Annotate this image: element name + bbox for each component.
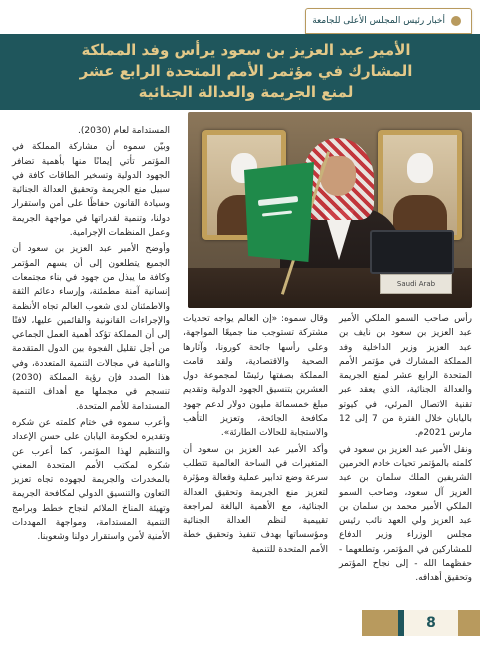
paragraph: المستدامة لعام (2030). (78, 126, 170, 136)
paragraph: وأوضح الأمير عبد العزيز بن سعود أن الجميع يتطلعون إلى أن يسهم المؤتمر وكافة ما يبذل من جهود في بناء مجتمعات إنسانية آمنة مطمئنة، وإرساء دعائم الثقة والاطمئنان لدى شعوب العالم تجاه الأنظمة والإجراءات القانونية والقائمين عليها، لافتًا إلى أن المملكة تؤكد أهمية العمل الجماعي من أجل تقليل الفجوة بين الدول المتقدمة والنامية في مجالات التنمية المتعددة، وفي هذا الصدد فإن رؤية المملكة (2030) تنسجم في مجملها مع أهداف التنمية المستدامة للأمم المتحدة. (12, 244, 170, 412)
article-photo (188, 112, 472, 308)
paragraph: وبيّن سموه أن مشاركة المملكة في المؤتمر تأتي إيمانًا منها بأهمية تضافر الجهود الدولية وتسخير الطاقات كافة في سبيل منع الجريمة وتحقيق العدالة الجنائية وسيادة القانون حفاظًا على أمن واستقرار دولنا، وتنمية لقدراتها في مواجهة الجريمة وعمل المنظمات الإجرامية. (12, 142, 170, 239)
article-column-middle (183, 312, 328, 559)
paragraph: وأعرب سموه في ختام كلمته عن شكره وتقديره لحكومة اليابان على حسن الإعداد والتنظيم لهذا المؤتمر، كما أعرب عن شكره لمكتب الأمم المتحدة المعني بالمخدرات والجريمة لجهوده تجاه تعزيز التعاون والتنسيق الدولي لمكافحة الجريمة وتهيئة المناخ الملائم لنجاح خطط وبرامج التنمية المستدامة، ومواجهة المهددات الأمنية لأمن واستقرار دولنا وشعوبنا. (12, 417, 170, 543)
title-line-1: الأمير عبد العزيز بن سعود يرأس وفد المملكة (81, 41, 411, 59)
article-column-right (339, 312, 472, 588)
section-tab (305, 8, 472, 34)
nameplate: Saudi Arab (380, 274, 452, 294)
article-title (46, 40, 446, 103)
monitor (370, 230, 454, 274)
section-label: أخبار رئيس المجلس الأعلى للجامعة (312, 16, 445, 26)
paragraph: ونقل الأمير عبد العزيز بن سعود في كلمته بالمؤتمر تحيات خادم الحرمين الشريفين الملك سلمان بن عبد العزيز آل سعود، وصاحب السمو الملكي الأمير محمد بن سلمان بن عبد العزيز ولي العهد نائب رئيس مجلس الوزراء وزير الدفاع للمشاركين في المؤتمر، وتطلعهما - حفظهما الله - إلى نجاح المؤتمر وتحقيق أهدافه. (339, 444, 472, 584)
page-number: 8 (404, 610, 458, 636)
paragraph: وأكد الأمير عبد العزيز بن سعود أن المتغيرات في الساحة العالمية تتطلب سرعة وضع تدابير عملية وفعالة ومؤثرة لتعزيز منع الجريمة وتحقيق العدالة الجنائية، مع الأهمية البالغة لمراجعة تقييمية لنظم العدالة الجنائية ومؤسساتها بهدف تنفيذ وتحقيق خطة الأمم المتحدة للتنمية (183, 444, 328, 555)
title-line-2: المشارك في مؤتمر الأمم المتحدة الرابع عشر (79, 62, 413, 80)
paragraph: رأس صاحب السمو الملكي الأمير عبد العزيز بن سعود بن نايف بن عبد العزيز وزير الداخلية وفد المملكة المشارك في مؤتمر الأمم المتحدة الرابع عشر لمنع الجريمة والعدالة الجنائية، الذي يعقد عبر تقنية الاتصال المرئي، في كيوتو باليابان خلال الفترة من 7 إلى 12 مارس 2021م. (339, 314, 473, 439)
paragraph: وقال سموه: «إن العالم يواجه تحديات مشتركة تستوجب منا جميعًا المواجهة، وعلى رأسها جائحة كورونا، وآثارها الصحية والاقتصادية، ولقد قامت المملكة بصفتها رئيسًا لمجموعة دول العشرين بتنسيق الجهود الدولية وتقديم مبلغ خمسمائة مليون دولار لدعم جهود مكافحة الجائحة، وتعزيز التأهب والاستجابة للحالات الطارئة». (183, 314, 328, 439)
article-column-left (12, 124, 170, 547)
title-line-3: لمنع الجريمة والعدالة الجنائية (138, 83, 354, 101)
section-mark-icon (451, 16, 461, 26)
